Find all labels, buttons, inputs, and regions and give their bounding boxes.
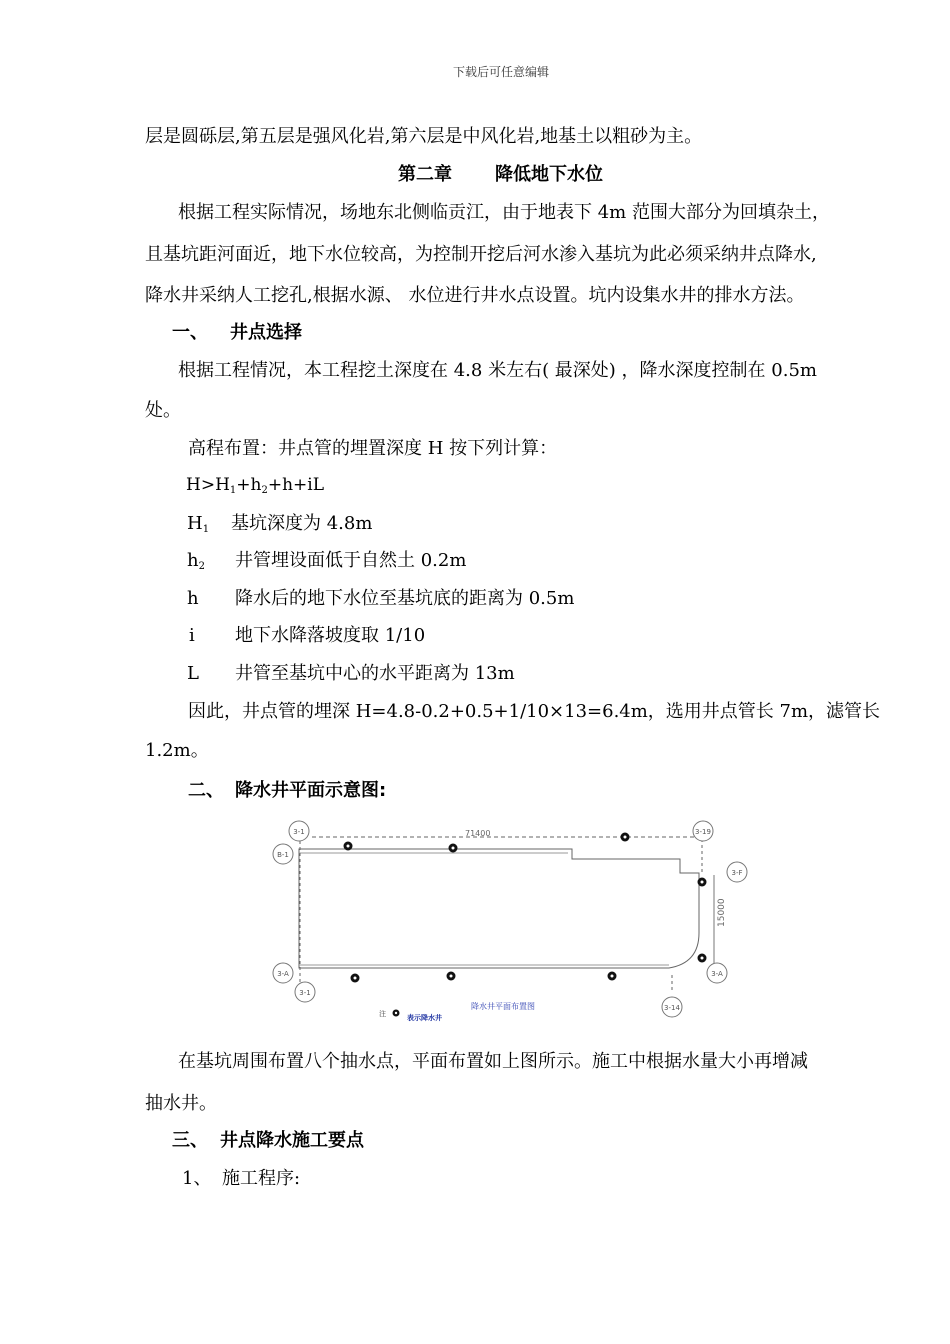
well-point bbox=[344, 842, 353, 851]
diagram-caption: 降水井平面布置图 bbox=[471, 1002, 535, 1011]
axis-label: 3-F bbox=[731, 869, 743, 877]
well-point bbox=[447, 972, 456, 981]
paragraph-line: 1.2m。 bbox=[145, 740, 209, 761]
axis-label: 3-19 bbox=[695, 828, 711, 836]
formula bbox=[186, 477, 324, 496]
paragraph-line: 在基坑周围布置八个抽水点，平面布置如上图所示。施工中根据水量大小再增减 bbox=[178, 1051, 808, 1072]
formula-part: +h bbox=[236, 475, 262, 495]
section-title: 降水井平面示意图: bbox=[235, 780, 387, 801]
dimension-top: 71400 bbox=[465, 829, 491, 838]
axis-label: 3-1 bbox=[293, 828, 305, 836]
section-number: 三、 bbox=[172, 1130, 208, 1151]
well-point bbox=[351, 974, 360, 983]
note-prefix: 注 bbox=[379, 1010, 386, 1018]
well-legend-icon bbox=[393, 1010, 400, 1017]
definition-symbol: h bbox=[187, 588, 199, 609]
paragraph-line: 根据工程情况，本工程挖土深度在 4.8 米左右( 最深处) ，降水深度控制在 0.5m bbox=[178, 360, 817, 381]
definition-symbol: H bbox=[187, 513, 203, 534]
dimension-right: 15000 bbox=[717, 898, 727, 927]
formula-part: +h+iL bbox=[267, 475, 325, 495]
axis-label: 3-14 bbox=[664, 1004, 680, 1012]
paragraph-line: 高程布置：井点管的埋置深度 H 按下列计算： bbox=[188, 438, 558, 459]
section-title: 井点选择 bbox=[230, 322, 302, 343]
axis-label: 3-1 bbox=[299, 989, 311, 997]
definition-sub: 2 bbox=[198, 561, 205, 572]
well-point bbox=[621, 833, 630, 842]
well-point bbox=[698, 878, 707, 887]
well-point bbox=[608, 972, 617, 981]
page-header: 下载后可任意编辑 bbox=[453, 65, 550, 79]
note-text: 表示降水井 bbox=[407, 1014, 442, 1022]
well-point bbox=[449, 844, 458, 853]
definition-text: 基坑深度为 4.8m bbox=[231, 513, 373, 534]
paragraph-line: 根据工程实际情况，场地东北侧临贡江，由于地表下 4m 范围大部分为回填杂土， bbox=[178, 202, 830, 223]
paragraph-line: 抽水井。 bbox=[145, 1093, 217, 1114]
chapter-title: 降低地下水位 bbox=[495, 164, 603, 185]
formula-sub: 1 bbox=[229, 485, 237, 496]
well-point bbox=[698, 954, 707, 963]
subsection-title: 施工程序: bbox=[222, 1168, 301, 1189]
subsection-number: 1、 bbox=[182, 1168, 212, 1189]
paragraph-line: 且基坑距河面近，地下水位较高，为控制开挖后河水渗入基坑为此必须采纳井点降水, bbox=[145, 244, 817, 265]
chapter-number: 第二章 bbox=[398, 164, 452, 185]
section-title: 井点降水施工要点 bbox=[220, 1130, 364, 1151]
definition-text: 地下水降落坡度取 1/10 bbox=[235, 625, 426, 646]
section-number: 一、 bbox=[172, 322, 208, 343]
axis-label: B-1 bbox=[277, 851, 289, 859]
paragraph-line: 因此，井点管的埋深 H=4.8-0.2+0.5+1/10×13=6.4m，选用井点管长 7m，滤管长 bbox=[188, 701, 881, 722]
definition-sub: 1 bbox=[202, 524, 210, 535]
formula-part: H>H bbox=[186, 475, 230, 495]
axis-label: 3-A bbox=[277, 970, 289, 978]
formula-sub: 2 bbox=[261, 485, 268, 496]
definition-text: 井管埋设面低于自然土 0.2m bbox=[235, 550, 467, 571]
section-number: 二、 bbox=[188, 780, 224, 801]
axis-label: 3-A bbox=[711, 970, 723, 978]
paragraph-line: 处。 bbox=[145, 400, 181, 421]
definition-symbol: L bbox=[187, 663, 199, 684]
definition-symbol: i bbox=[189, 625, 195, 646]
pit-outline bbox=[299, 849, 699, 968]
pit-outline-inner bbox=[299, 853, 669, 965]
well-layout-diagram bbox=[262, 815, 762, 1030]
definition-text: 井管至基坑中心的水平距离为 13m bbox=[235, 663, 515, 684]
paragraph-line: 层是圆砾层,第五层是强风化岩,第六层是中风化岩,地基土以粗砂为主。 bbox=[145, 126, 703, 147]
definition-symbol: h bbox=[187, 550, 199, 571]
paragraph-line: 降水井采纳人工挖孔,根据水源、 水位进行井水点设置。坑内设集水井的排水方法。 bbox=[145, 285, 805, 306]
definition-text: 降水后的地下水位至基坑底的距离为 0.5m bbox=[235, 588, 575, 609]
